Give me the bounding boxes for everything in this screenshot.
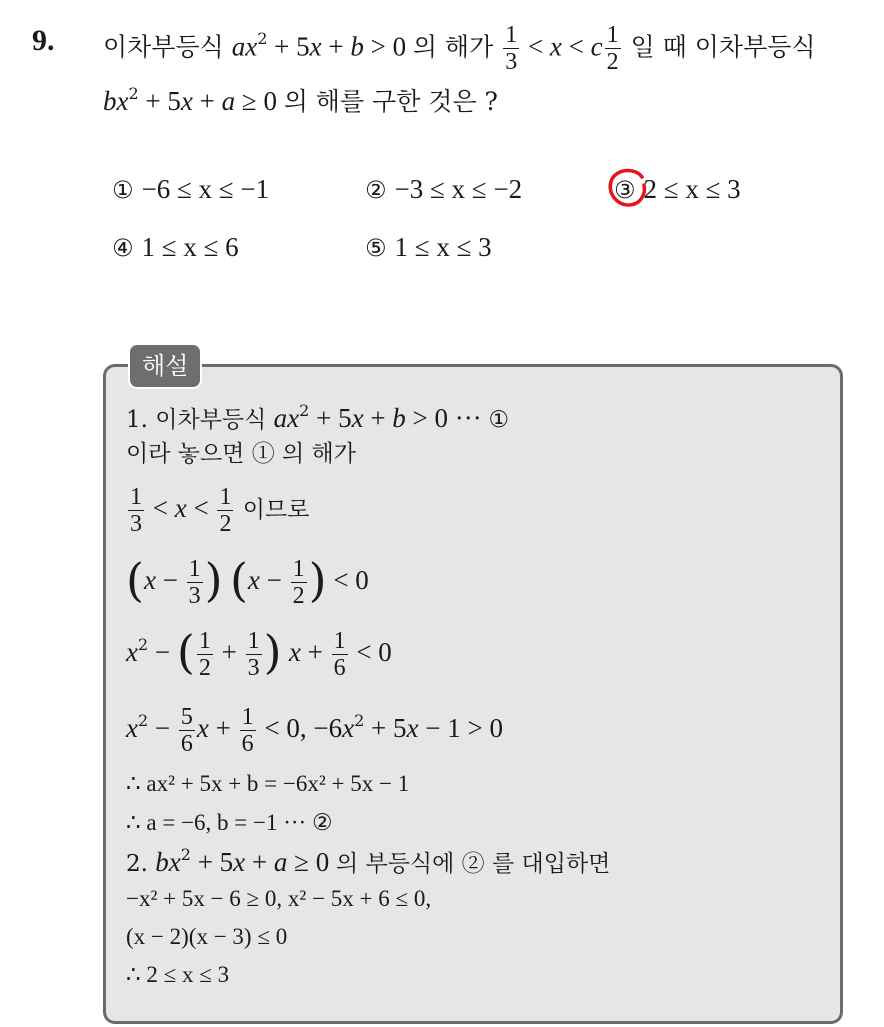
option-4[interactable] — [112, 232, 239, 263]
frac-one-half: $\frac{1}{2}$ — [606, 22, 619, 76]
option-1-text: −6 ≤ x ≤ −1 — [141, 174, 270, 204]
option-5-marker: ⑤ — [365, 234, 387, 262]
option-3-text: 2 ≤ x ≤ 3 — [643, 174, 741, 204]
option-2-marker: ② — [365, 176, 387, 204]
solution-line-9: 2. $bx^2 + 5x + a \ge 0$ 의 부등식에 ② 를 대입하면 — [126, 845, 611, 877]
solution-line-8: ∴ a = −6, b = −1 ··· ② — [126, 810, 333, 835]
question-text-2: 의 해가 — [412, 32, 494, 62]
solution-line-11: (x − 2)(x − 3) ≤ 0 — [126, 924, 288, 949]
option-2[interactable] — [365, 174, 522, 205]
question-line-2: $bx^2 + 5x + a \ge 0$ 의 해를 구한 것은 ? — [103, 83, 498, 116]
solution-line-3: $\frac{1}{3}$ < x < $\frac{1}{2}$ 이므로 — [130, 484, 310, 538]
solution-tag: 해설 — [128, 343, 202, 389]
solution-line-1: 1. 이차부등식 $ax^2 + 5x + b > 0$ ··· ① — [126, 401, 510, 433]
selection-ring-icon — [606, 165, 650, 209]
solution-line-12: ∴ 2 ≤ x ≤ 3 — [126, 962, 230, 987]
option-5[interactable] — [365, 232, 492, 263]
option-4-text: 1 ≤ x ≤ 6 — [141, 232, 239, 262]
option-5-text: 1 ≤ x ≤ 3 — [394, 232, 492, 262]
solution-line-9-text: 의 부등식에 ② 를 대입하면 — [335, 851, 611, 877]
option-2-text: −3 ≤ x ≤ −2 — [394, 174, 523, 204]
solution-line-6: $x^2$ − $\frac{5}{6}$ x + $\frac{1}{6}$ < 0, $-6x^2 + 5x - 1 > 0$ — [126, 704, 503, 758]
option-1[interactable] — [112, 174, 269, 205]
option-1-marker: ① — [112, 176, 134, 204]
solution-line-2: 이라 놓으면 ① 의 해가 — [126, 441, 356, 467]
solution-line-5: $x^2$ − ( $\frac{1}{2}$ + $\frac{1}{3}$ ) x + $\frac{1}{6}$ < 0 — [126, 624, 392, 682]
option-3-marker: ③ — [614, 176, 636, 204]
solution-step-1-label: 1. 이차부등식 — [126, 407, 267, 433]
question-text-4: 의 해를 구한 것은 ? — [283, 87, 498, 116]
question-text-1: 이차부등식 — [103, 32, 224, 62]
solution-line-4: (x − $\frac{1}{3}$ ) (x − $\frac{1}{2}$ ) < 0 — [126, 552, 369, 610]
question-line-1: 이차부등식 $ax^2 + 5x + b > 0$ 의 해가 $\frac{1}{3}$ < x < c $\frac{1}{2}$ 일 때 이차부등식 — [103, 22, 816, 76]
solution-step-2-label: 2. — [126, 851, 148, 877]
option-4-marker: ④ — [112, 234, 134, 262]
frac-one-third: $\frac{1}{3}$ — [505, 22, 518, 76]
solution-line-3-text: 이므로 — [242, 496, 310, 523]
question-text-3: 일 때 이차부등식 — [630, 32, 816, 62]
question-number: 9. — [32, 24, 55, 57]
solution-line-7: ∴ ax² + 5x + b = −6x² + 5x − 1 — [126, 771, 410, 796]
solution-line-10: −x² + 5x − 6 ≥ 0, x² − 5x + 6 ≤ 0, — [126, 886, 432, 911]
